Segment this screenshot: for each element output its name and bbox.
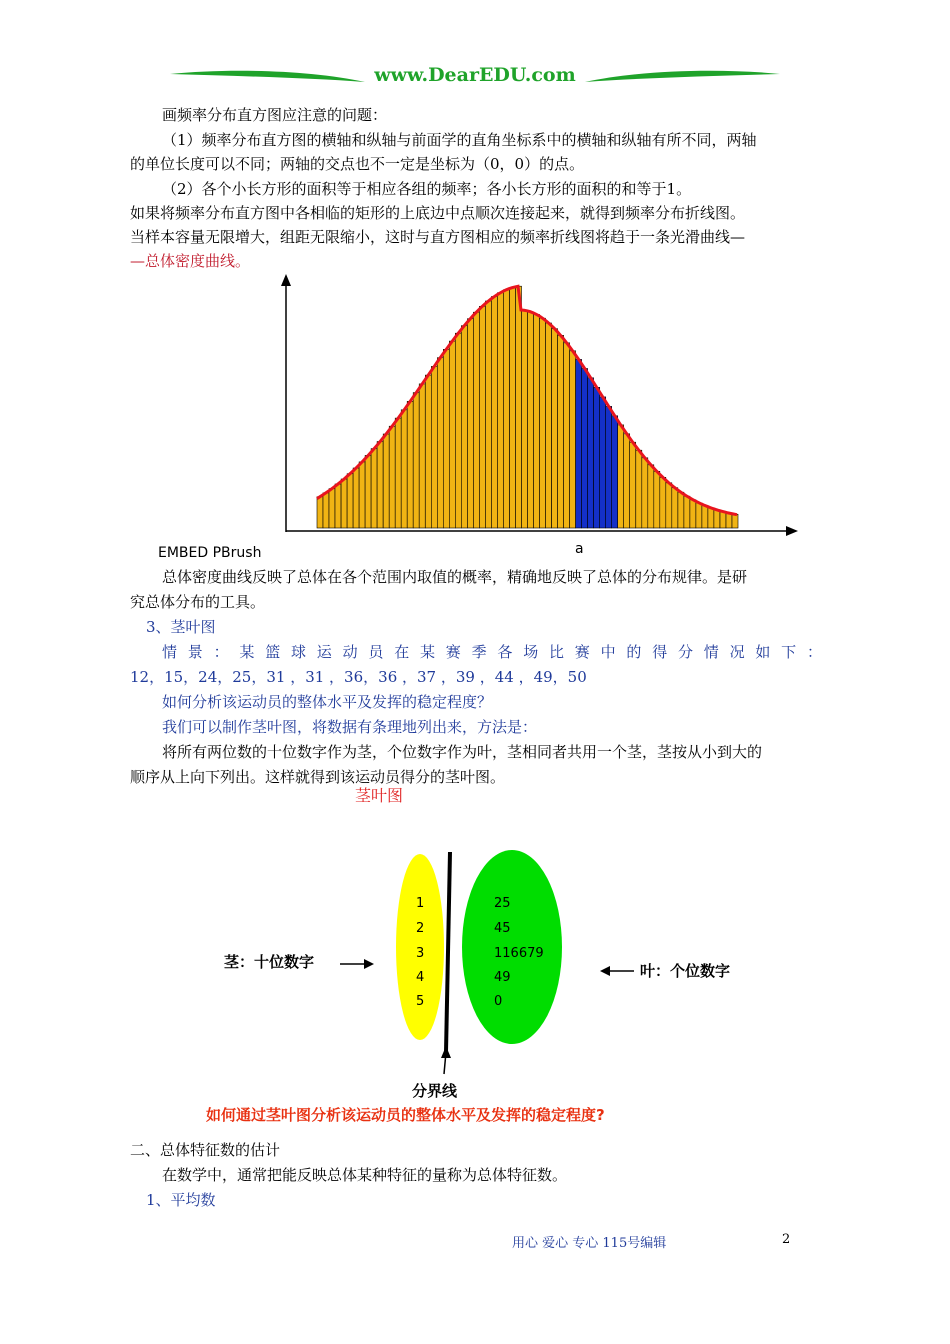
- axis-label-a: a: [575, 541, 584, 557]
- histogram-bar: [714, 510, 720, 528]
- histogram-bar: [696, 503, 702, 528]
- histogram-bar: [522, 310, 528, 528]
- histogram-bar: [389, 426, 395, 528]
- text-p2b: 的单位长度可以不同；两轴的交点也不一定是坐标为（0，0）的点。: [130, 155, 585, 173]
- histogram-bar: [558, 335, 564, 528]
- histogram-bar: [347, 474, 353, 528]
- histogram-bar: [401, 410, 407, 528]
- histogram-bar: [341, 479, 347, 528]
- stemleaf-question: 如何通过茎叶图分析该运动员的整体水平及发挥的稳定程度?: [206, 1106, 605, 1124]
- histogram-bar: [672, 488, 678, 528]
- header-swoosh-left: [160, 60, 370, 100]
- histogram-bar: [660, 477, 666, 528]
- histogram-bar: [732, 514, 738, 528]
- histogram-bar: [365, 455, 371, 528]
- text-p1: 画频率分布直方图应注意的问题：: [162, 106, 388, 124]
- page-number: 2: [782, 1232, 791, 1247]
- divider-line: [446, 852, 450, 1052]
- histogram-bar: [510, 288, 516, 528]
- histogram-bar: [449, 341, 455, 528]
- histogram-bar: [353, 468, 359, 528]
- histogram-bar: [540, 318, 546, 528]
- histogram-bar: [630, 442, 636, 528]
- histogram-bar: [702, 506, 708, 529]
- text-p3: （2）各个小长方形的面积等于相应各组的频率；各小长方形的面积的和等于1。: [162, 180, 692, 198]
- section-3-title: 3、茎叶图: [146, 618, 216, 636]
- histogram-bar: [534, 314, 540, 528]
- histogram-bar: [564, 343, 570, 528]
- histogram-bar-highlight: [582, 369, 588, 529]
- histogram-bar: [708, 508, 714, 528]
- histogram-bar: [395, 418, 401, 528]
- histogram-bar: [323, 493, 329, 528]
- histogram-bar: [678, 492, 684, 528]
- histogram-bar: [425, 375, 431, 528]
- text-p12: 在数学中，通常把能反映总体某种特征的量称为总体特征数。: [162, 1166, 568, 1184]
- histogram-bar-highlight: [612, 416, 618, 528]
- histogram-bar-highlight: [606, 406, 612, 528]
- histogram-bar: [383, 434, 389, 528]
- text-question: 如何分析该运动员的整体水平及发挥的稳定程度？: [162, 693, 493, 711]
- page-header: [160, 60, 790, 100]
- histogram-bar-highlight: [600, 397, 606, 528]
- text-p4: 如果将频率分布直方图中各相临的矩形的上底边中点顺次连接起来，就得到频率分布折线图。: [130, 204, 746, 222]
- text-p7b: 究总体分布的工具。: [130, 593, 266, 611]
- text-scores: 12，15，24，25，31 ，31 ，36，36 ，37 ，39 ，44 ，49，50: [130, 668, 587, 686]
- histogram-bar-highlight: [594, 387, 600, 528]
- histogram-bar: [443, 349, 449, 528]
- histogram-bar: [371, 449, 377, 528]
- density-histogram-figure: [270, 270, 810, 560]
- histogram-bar: [648, 465, 654, 528]
- text-p7a: 总体密度曲线反映了总体在各个范围内取值的概率，精确地反映了总体的分布规律。是研: [162, 568, 748, 586]
- histogram-bar: [473, 312, 479, 528]
- stemleaf-figure: [200, 840, 760, 1110]
- histogram-bar: [503, 290, 509, 528]
- histogram-bar: [624, 434, 630, 528]
- histogram-bar: [636, 450, 642, 528]
- leaf-1: 25: [494, 896, 511, 911]
- stem-5: 5: [416, 994, 425, 1009]
- y-axis-arrow: [281, 274, 291, 286]
- stemleaf-title: 茎叶图: [355, 786, 404, 805]
- histogram-bar: [461, 326, 467, 528]
- histogram-bar: [726, 513, 732, 528]
- histogram-bar: [377, 442, 383, 529]
- leaf-5: 0: [494, 994, 503, 1009]
- leaf-4: 49: [494, 970, 511, 985]
- section-2-1-title: 1、平均数: [146, 1191, 216, 1209]
- text-method: 我们可以制作茎叶图，将数据有条理地列出来，方法是：: [162, 718, 538, 736]
- footer-text: 用心 爱心 专心 115号编辑: [512, 1236, 667, 1251]
- leaf-2: 45: [494, 921, 511, 936]
- stem-label: 茎：十位数字: [224, 953, 315, 971]
- histogram-bar: [654, 471, 660, 528]
- histogram-bar: [497, 293, 503, 528]
- histogram-bar: [546, 323, 552, 528]
- histogram-bar: [335, 484, 341, 528]
- histogram-bar: [317, 497, 323, 528]
- text-p2a: （1）频率分布直方图的横轴和纵轴与前面学的直角坐标系中的横轴和纵轴有所不同，两轴: [162, 131, 757, 149]
- text-scenario: 情 景 ： 某 篮 球 运 动 员 在 某 赛 季 各 场 比 赛 中 的 得 分 情 况 如 下 ：: [162, 643, 822, 661]
- histogram-bar: [437, 358, 443, 528]
- histogram-bar: [485, 301, 491, 528]
- leaf-label: 叶：个位数字: [640, 962, 731, 980]
- histogram-bar: [642, 458, 648, 528]
- section-2-title: 二、总体特征数的估计: [130, 1141, 281, 1159]
- histogram-bar: [431, 366, 437, 528]
- leaf-3: 116679: [494, 946, 544, 961]
- histogram-bar: [720, 512, 726, 528]
- histogram-bars: [317, 286, 738, 528]
- stem-1: 1: [416, 896, 425, 911]
- histogram-bar-highlight: [588, 378, 594, 528]
- histogram-bar: [329, 489, 335, 528]
- stem-arrow-head: [364, 959, 374, 969]
- histogram-bar: [407, 401, 413, 528]
- histogram-bar: [690, 500, 696, 528]
- histogram-bar: [479, 306, 485, 528]
- stem-2: 2: [416, 921, 425, 936]
- header-site-url: www.DearEDU.com: [374, 64, 576, 86]
- x-axis-arrow: [786, 526, 798, 536]
- histogram-bar: [491, 297, 497, 529]
- histogram-bar: [419, 384, 425, 528]
- embed-caption: EMBED PBrush: [158, 545, 262, 561]
- histogram-bar: [684, 496, 690, 528]
- histogram-bar: [359, 462, 365, 528]
- leaf-arrow-head: [600, 966, 610, 976]
- stem-4: 4: [416, 970, 425, 985]
- text-p11a: 将所有两位数的十位数字作为茎，个位数字作为叶，茎相同者共用一个茎，茎按从小到大的: [162, 743, 763, 761]
- stem-3: 3: [416, 946, 425, 961]
- header-swoosh-right: [580, 60, 790, 100]
- histogram-bar: [618, 425, 624, 528]
- histogram-bar: [666, 483, 672, 528]
- histogram-bar: [516, 286, 522, 528]
- histogram-bar: [570, 351, 576, 528]
- histogram-bar: [467, 319, 473, 528]
- histogram-bar: [413, 393, 419, 528]
- divider-label: 分界线: [412, 1082, 458, 1100]
- histogram-bar-highlight: [576, 359, 582, 528]
- text-p6-density-curve: —总体密度曲线。: [130, 252, 251, 270]
- text-p5: 当样本容量无限增大，组距无限缩小，这时与直方图相应的频率折线图将趋于一条光滑曲线—: [130, 228, 746, 246]
- histogram-bar: [552, 329, 558, 528]
- histogram-bar: [528, 312, 534, 528]
- text-p11b: 顺序从上向下列出。这样就得到该运动员得分的茎叶图。: [130, 768, 506, 786]
- divider-pointer-arrow: [441, 1046, 451, 1058]
- histogram-bar: [455, 333, 461, 528]
